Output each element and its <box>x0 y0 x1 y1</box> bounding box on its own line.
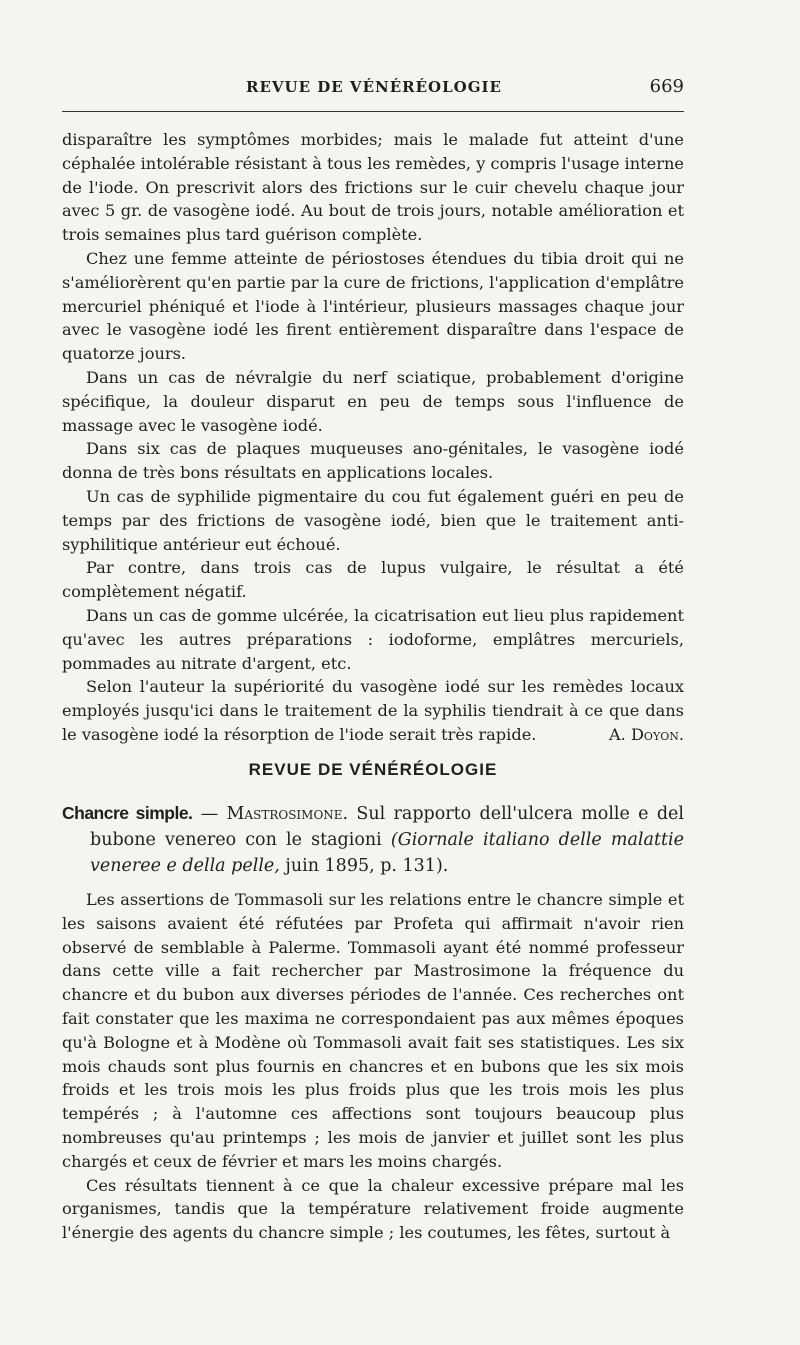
paragraph: Un cas de syphilide pigmentaire du cou fut également guéri en peu de temps par des frictions de vasogène iodé, bien que le traitement anti-syphilitique antérieur eut échoué. <box>62 486 684 554</box>
paragraph: Les assertions de Tommasoli sur les relations entre le chancre simple et les saisons avaient été réfutées par Profeta qui affirmait n'avoir rien observé de semblable à Palerme. Tommasoli ayant été nommé professeur dans cette ville a fait rechercher par Mastrosimone la fréquence du chancre et du bubon aux diverses périodes de l'année. Ces recherches ont fait constater que les maxima ne correspondaient pas aux mêmes époques qu'à Bologne et à Modène où Tommasoli avait fait ses statistiques. Les six mois chauds sont plus fournis en chancres et en bubons que les six mois froids et les trois mois les plus froids plus que les trois mois les plus tempérés ; à l'automne ces affections sont toujours beaucoup plus nombreuses qu'au printemps ; les mois de janvier et juillet sont les plus chargés et ceux de février et mars les moins chargés. <box>62 890 684 1171</box>
paragraph: disparaître les symptômes morbides; mais le malade fut atteint d'une céphalée intolérable résistant à tous les remèdes, y compris l'usage interne de l'iode. On prescrivit alors des frictions sur le cuir chevelu chaque jour avec 5 gr. de vasogène iodé. Au bout de trois jours, notable amélioration et trois semaines plus tard guérison complète. <box>62 130 684 245</box>
abstract-author: Mastrosimone. <box>226 804 349 824</box>
signature: A. Doyon. <box>608 724 684 744</box>
abstract-dash: — <box>192 804 227 824</box>
paragraph: Ces résultats tiennent à ce que la chaleur excessive prépare mal les organismes, tandis que la température relativement froide augmente l'énergie des agents du chancre simple ; les coutumes, les fêtes, surtout à <box>62 1175 684 1243</box>
paragraph-text: Selon l'auteur la supériorité du vasogène iodé sur les remèdes locaux employés jusqu'ici dans le traitement de la syphilis tiendrait à ce que dans le vasogène iodé la résorption de l'iode serait très rapide. <box>62 677 684 744</box>
running-title: REVUE DE VÉNÉRÉOLOGIE <box>246 78 502 96</box>
abstract-title: Sul rapporto dell'ulcera molle e del bubone venereo con le stagioni <box>90 804 684 850</box>
paragraph: Par contre, dans trois cas de lupus vulgaire, le résultat a été complètement négatif. <box>62 558 684 602</box>
paragraph: Dans un cas de névralgie du nerf sciatique, probablement d'origine spécifique, la douleur disparut en peu de temps sous l'influence de massage avec le vasogène iodé. <box>62 367 684 435</box>
article-continuation <box>62 128 684 747</box>
abstract-body <box>62 888 684 1245</box>
paragraph: Dans un cas de gomme ulcérée, la cicatrisation eut lieu plus rapidement qu'avec les autres préparations : iodoforme, emplâtres mercuriels, pommades au nitrate d'argent, etc. <box>62 605 684 673</box>
abstract-heading <box>62 800 684 879</box>
abstract-citation: juin 1895, p. 131). <box>279 856 449 876</box>
page-header <box>62 78 684 102</box>
paragraph: Dans six cas de plaques muqueuses ano-génitales, le vasogène iodé donna de très bons résultats en applications locales. <box>62 439 684 483</box>
paragraph-with-signature <box>62 675 684 746</box>
abstract-reference <box>62 800 684 879</box>
paragraph: Chez une femme atteinte de périostoses étendues du tibia droit qui ne s'améliorèrent qu'en partie par la cure de frictions, l'application d'emplâtre mercuriel phéniqué et l'iode à l'intérieur, plusieurs massages chaque jour avec le vasogène iodé les firent entièrement disparaître dans l'espace de quatorze jours. <box>62 248 684 364</box>
section-title: REVUE DE VÉNÉRÉOLOGIE <box>248 760 498 779</box>
header-rule <box>62 111 684 112</box>
abstract-topic: Chancre simple. <box>62 803 193 823</box>
page-number: 669 <box>649 76 684 97</box>
abstract-journal: (Giornale italiano delle malattie veneree e della pelle, <box>90 830 684 876</box>
